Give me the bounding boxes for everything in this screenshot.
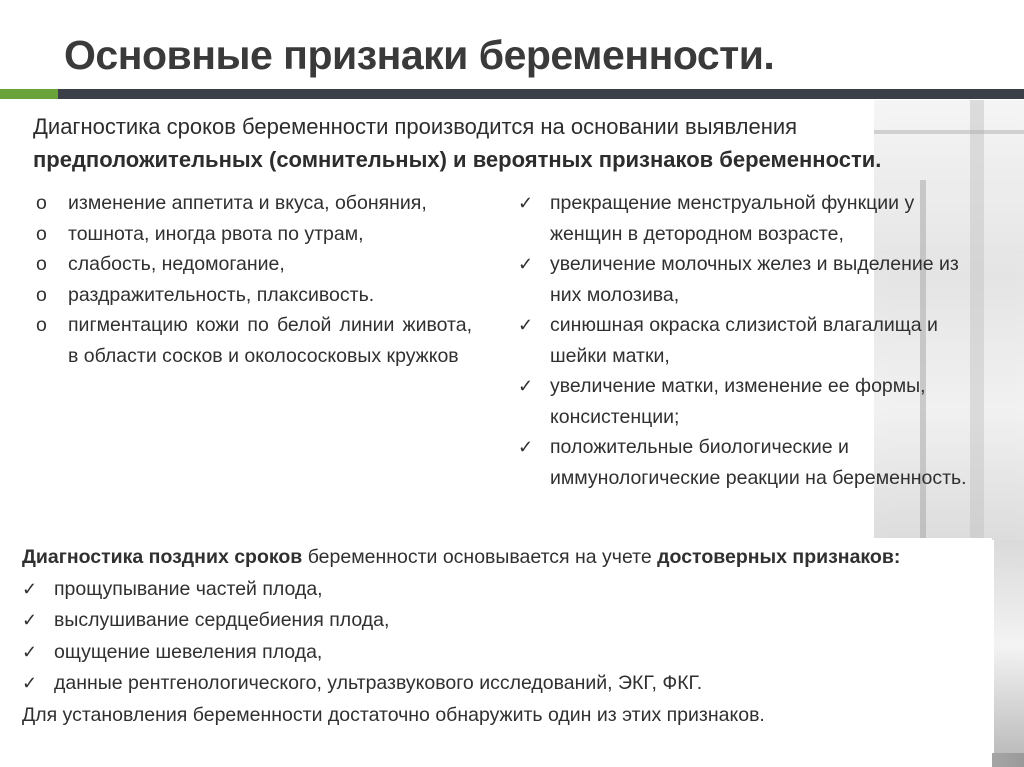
conclusion-text: Для установления беременности достаточно обнаружить один из этих признаков. — [22, 703, 765, 726]
list-item: ✓ ощущение шевеления плода, — [22, 637, 982, 669]
checkmark-icon: ✓ — [518, 437, 534, 457]
list-item: o слабость, недомогание, — [36, 249, 472, 280]
list-item: ✓ прощупывание частей плода, — [22, 574, 982, 606]
list-item: ✓ положительные биологические и иммунологические реакции на беременность. — [518, 432, 988, 493]
list-item: ✓ данные рентгенологического, ультразвукового исследований, ЭКГ, ФКГ. — [22, 668, 982, 700]
checkmark-icon: ✓ — [22, 578, 38, 599]
list-item: ✓ увеличение молочных желез и выделение из них молозива, — [518, 249, 988, 310]
list-item: o пигментацию кожи по белой линии живота, в области сосков и околососковых кружков — [36, 310, 472, 371]
slide-title: Основные признаки беременности. — [64, 32, 775, 78]
list-item: ✓ выслушивание сердцебиения плода, — [22, 605, 982, 637]
checkmark-icon: ✓ — [518, 376, 534, 396]
checkmark-icon: ✓ — [518, 254, 534, 274]
checkmark-icon: ✓ — [22, 641, 38, 662]
list-item: ✓ синюшная окраска слизистой влагалища и шейки матки, — [518, 310, 988, 371]
title-underline-bar — [58, 89, 1024, 99]
late-diagnosis-content — [22, 542, 982, 731]
intro-line-1: Диагностика сроков беременности производится на основании выявления — [33, 114, 798, 139]
probable-signs-list — [518, 188, 988, 493]
list-item: o изменение аппетита и вкуса, обоняния, — [36, 188, 472, 219]
checkmark-icon: ✓ — [22, 610, 38, 630]
late-diagnosis-box — [0, 538, 992, 767]
circle-bullet-icon: o — [36, 253, 47, 275]
list-item: o тошнота, иногда рвота по утрам, — [36, 219, 472, 250]
checkmark-icon: ✓ — [518, 315, 534, 335]
circle-bullet-icon: o — [36, 222, 47, 245]
intro-paragraph — [33, 110, 993, 176]
circle-bullet-icon: o — [36, 192, 47, 214]
checkmark-icon: ✓ — [22, 673, 38, 693]
list-item: ✓ прекращение менструальной функции у женщин в детородном возрасте, — [518, 188, 988, 249]
circle-bullet-icon: o — [36, 283, 47, 306]
late-diagnosis-lead: Диагностика поздних сроков беременности основывается на учете достоверных признаков: — [22, 546, 901, 568]
list-item: ✓ увеличение матки, изменение ее формы, консистенции; — [518, 371, 988, 432]
intro-line-2: предположительных (сомнительных) и вероятных признаков беременности. — [33, 147, 882, 172]
background-decoration-lower — [994, 540, 1024, 753]
circle-bullet-icon: o — [36, 314, 47, 336]
list-item: o раздражительность, плаксивость. — [36, 280, 472, 311]
title-underline — [0, 89, 1024, 99]
title-underline-accent — [0, 89, 58, 99]
presumptive-signs-list — [36, 188, 472, 371]
checkmark-icon: ✓ — [518, 193, 534, 213]
